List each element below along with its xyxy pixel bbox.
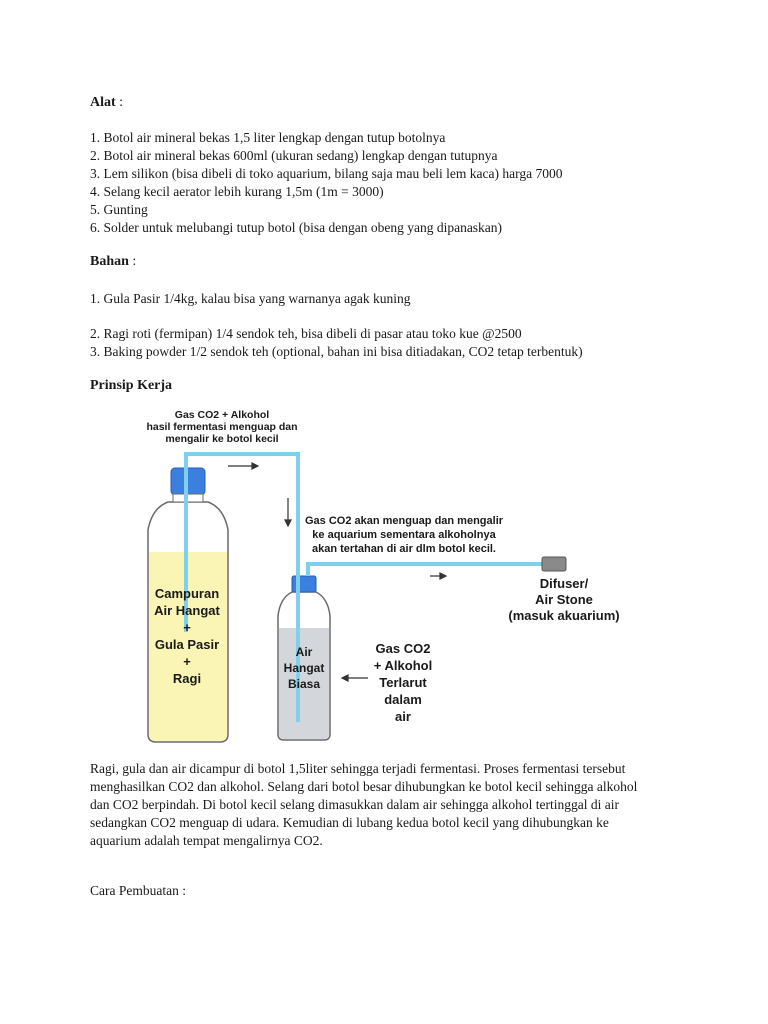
explanation-paragraph: Ragi, gula dan air dicampur di botol 1,5liter sehingga terjadi fermentasi. Proses fermentasi tersebut menghasilkan CO2 dan alkohol. Selang dari botol besar dihubungkan ke botol kecil sehingga alkohol dan CO2 berpindah. Di botol kecil selang dimasukkan dalam air sehingga alkohol tertinggal di air sedangkan CO2 menguap di udara. Kemudian di lubang kedua botol kecil yang dihubungkan ke aquarium adalah tempat mengalirnya CO2. — [90, 761, 638, 848]
top-label-line-3: mengalir ke botol kecil — [165, 433, 279, 445]
big-bottle-label-line-5: + — [183, 654, 191, 669]
top-label-line-1: Gas CO2 + Alkohol — [174, 409, 270, 421]
dissolved-label-line-1: Gas CO2 — [375, 641, 431, 656]
alat-item-3: 3. Lem silikon (bisa dibeli di toko aquarium, bilang saja mau beli lem kaca) harga 7000 — [90, 166, 563, 181]
mid-label-line-3: akan tertahan di air dlm botol kecil. — [312, 543, 496, 555]
alat-heading — [90, 95, 123, 111]
dissolved-label-line-5: air — [395, 709, 411, 724]
bahan-colon: : — [128, 254, 137, 269]
alat-colon: : — [115, 95, 124, 110]
top-label-line-2: hasil fermentasi menguap dan — [146, 421, 298, 433]
diffuser-label — [508, 576, 619, 623]
fermentation-diagram — [140, 402, 640, 752]
alat-heading-text: Alat — [90, 95, 116, 110]
tube-small-to-diffuser — [308, 564, 542, 576]
tubes — [186, 454, 542, 722]
cara-heading: Cara Pembuatan : — [90, 883, 186, 898]
alat-item-2: 2. Botol air mineral bekas 600ml (ukuran sedang) lengkap dengan tutupnya — [90, 148, 498, 163]
top-label — [146, 409, 297, 445]
small-bottle-label-line-3: Biasa — [287, 677, 321, 691]
alat-item-5: 5. Gunting — [90, 202, 148, 217]
bahan-heading-text: Bahan — [90, 254, 129, 269]
diffuser-label-line-3: (masuk akuarium) — [508, 608, 620, 623]
small-bottle-cap — [292, 576, 316, 592]
big-bottle-label-line-3: + — [183, 620, 191, 635]
bahan-item-2: 2. Ragi roti (fermipan) 1/4 sendok teh, bisa dibeli di pasar atau toko kue @2500 — [90, 326, 522, 341]
dissolved-label-line-4: dalam — [384, 692, 422, 707]
big-bottle-label-line-2: Air Hangat — [154, 603, 220, 618]
alat-item-4: 4. Selang kecil aerator lebih kurang 1,5m (1m = 3000) — [90, 184, 384, 199]
mid-label — [305, 515, 504, 555]
small-bottle-label-line-2: Hangat — [283, 661, 325, 675]
alat-item-6: 6. Solder untuk melubangi tutup botol (bisa dengan obeng yang dipanaskan) — [90, 220, 503, 235]
big-bottle-label-line-4: Gula Pasir — [154, 637, 220, 652]
mid-label-line-1: Gas CO2 akan menguap dan mengalir — [304, 515, 504, 527]
dissolved-label — [374, 641, 432, 724]
mid-label-line-2: ke aquarium sementara alkoholnya — [312, 529, 496, 541]
dissolved-label-line-2: + Alkohol — [373, 658, 433, 673]
prinsip-heading: Prinsip Kerja — [90, 378, 173, 393]
bahan-item-1: 1. Gula Pasir 1/4kg, kalau bisa yang warnanya agak kuning — [90, 291, 411, 306]
diffuser-stone — [542, 557, 566, 571]
diffuser-label-line-2: Air Stone — [535, 592, 593, 607]
small-bottle-label-line-1: Air — [295, 645, 313, 659]
big-bottle-label-line-6: Ragi — [172, 671, 202, 686]
big-bottle-label-line-1: Campuran — [154, 586, 220, 601]
dissolved-label-line-3: Terlarut — [379, 675, 427, 690]
bahan-heading — [90, 254, 136, 270]
diffuser-label-line-1: Difuser/ — [539, 576, 589, 591]
bahan-item-3: 3. Baking powder 1/2 sendok teh (optional, bahan ini bisa ditiadakan, CO2 tetap terbentuk) — [90, 344, 583, 359]
alat-item-1: 1. Botol air mineral bekas 1,5 liter lengkap dengan tutup botolnya — [90, 130, 446, 145]
